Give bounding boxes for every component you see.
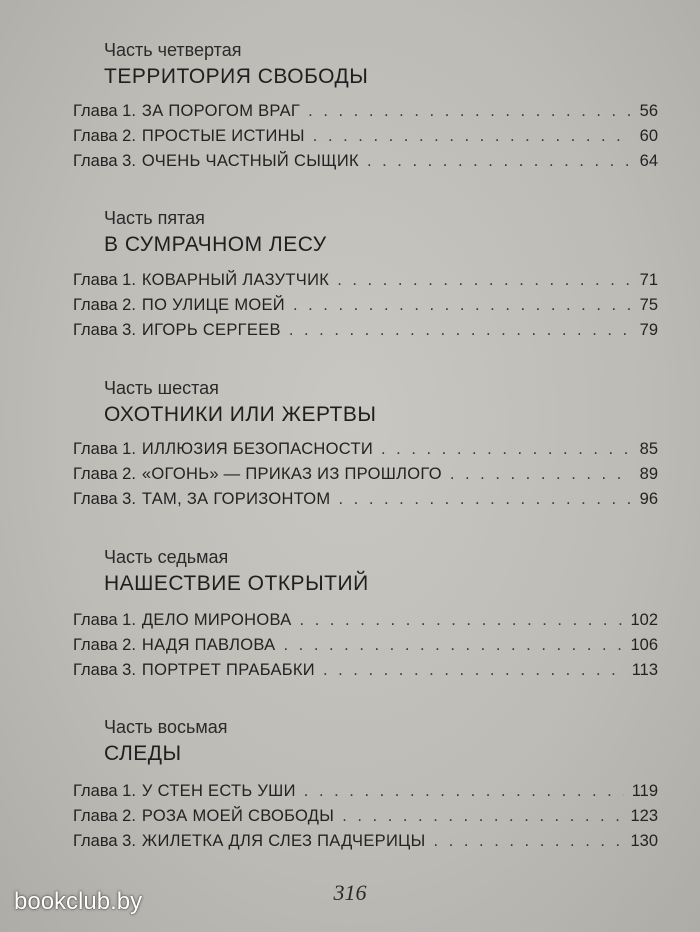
dot-leader: [283, 636, 622, 655]
part-title: ОХОТНИКИ ИЛИ ЖЕРТВЫ: [104, 403, 377, 426]
chapter-entry: [73, 321, 658, 345]
part-title: В СУМРАЧНОМ ЛЕСУ: [104, 233, 327, 256]
part-label: Часть шестая: [104, 378, 219, 398]
chapter-title: ДЕЛО МИРОНОВА: [141, 611, 292, 629]
dot-leader: [367, 152, 632, 171]
chapter-entry: [73, 152, 658, 176]
chapter-page: 96: [639, 490, 658, 508]
part-label: Часть пятая: [104, 208, 205, 228]
chapter-page: 102: [630, 611, 658, 629]
dot-leader: [337, 271, 631, 290]
chapter-title: ЖИЛЕТКА ДЛЯ СЛЕЗ ПАДЧЕРИЦЫ: [141, 832, 426, 850]
chapter-title: ПО УЛИЦЕ МОЕЙ: [141, 296, 285, 314]
chapter-entry: [73, 465, 658, 489]
chapter-page: 75: [639, 296, 658, 314]
chapter-entry: [73, 440, 658, 464]
chapter-number: Глава 3.: [73, 661, 136, 679]
chapter-entry: [73, 271, 658, 295]
chapter-number: Глава 3.: [73, 490, 136, 508]
chapter-number: Глава 1.: [73, 782, 136, 800]
chapter-entry: [73, 661, 658, 685]
chapter-page: 85: [639, 440, 658, 458]
dot-leader: [434, 832, 623, 851]
chapter-title: ОЧЕНЬ ЧАСТНЫЙ СЫЩИК: [141, 152, 359, 170]
chapter-page: 123: [630, 807, 658, 825]
part-title: НАШЕСТВИЕ ОТКРЫТИЙ: [104, 572, 369, 595]
chapter-page: 64: [639, 152, 658, 170]
chapter-number: Глава 2.: [73, 465, 136, 483]
chapter-entry: [73, 807, 658, 831]
chapter-entry: [73, 296, 658, 320]
chapter-number: Глава 3.: [73, 152, 136, 170]
chapter-title: НАДЯ ПАВЛОВА: [141, 636, 276, 654]
site-watermark: bookclub.by: [14, 888, 143, 915]
chapter-entry: [73, 490, 658, 514]
chapter-title: ТАМ, ЗА ГОРИЗОНТОМ: [141, 490, 331, 508]
dot-leader: [450, 465, 632, 484]
dot-leader: [293, 296, 632, 315]
chapter-entry: [73, 782, 658, 806]
chapter-title: ЗА ПОРОГОМ ВРАГ: [141, 102, 301, 120]
chapter-entry: [73, 832, 658, 856]
chapter-page: 130: [630, 832, 658, 850]
chapter-page: 56: [639, 102, 658, 120]
chapter-entry: [73, 636, 658, 660]
dot-leader: [300, 611, 623, 630]
dot-leader: [304, 782, 624, 801]
chapter-number: Глава 2.: [73, 807, 136, 825]
chapter-title: ИЛЛЮЗИЯ БЕЗОПАСНОСТИ: [141, 440, 373, 458]
chapter-entry: [73, 611, 658, 635]
dot-leader: [381, 440, 632, 459]
chapter-page: 106: [630, 636, 658, 654]
chapter-page: 89: [639, 465, 658, 483]
chapter-number: Глава 3.: [73, 832, 136, 850]
chapter-title: У СТЕН ЕСТЬ УШИ: [141, 782, 296, 800]
chapter-title: ПРОСТЫЕ ИСТИНЫ: [141, 127, 305, 145]
dot-leader: [308, 102, 631, 121]
chapter-number: Глава 1.: [73, 271, 136, 289]
chapter-number: Глава 2.: [73, 636, 136, 654]
chapter-number: Глава 3.: [73, 321, 136, 339]
chapter-page: 79: [639, 321, 658, 339]
chapter-number: Глава 1.: [73, 611, 136, 629]
chapter-page: 113: [631, 661, 658, 679]
dot-leader: [323, 661, 624, 680]
dot-leader: [313, 127, 632, 146]
chapter-title: РОЗА МОЕЙ СВОБОДЫ: [141, 807, 335, 825]
chapter-title: «ОГОНЬ» — ПРИКАЗ ИЗ ПРОШЛОГО: [141, 465, 442, 483]
chapter-number: Глава 1.: [73, 102, 136, 120]
page-number: 316: [333, 880, 367, 905]
chapter-number: Глава 2.: [73, 296, 136, 314]
part-label: Часть седьмая: [104, 547, 229, 567]
dot-leader: [342, 807, 622, 826]
part-label: Часть четвертая: [104, 40, 242, 60]
part-label: Часть восьмая: [104, 717, 228, 737]
chapter-title: КОВАРНЫЙ ЛАЗУТЧИК: [141, 271, 330, 289]
chapter-entry: [73, 127, 658, 151]
chapter-number: Глава 2.: [73, 127, 136, 145]
dot-leader: [338, 490, 631, 509]
part-title: ТЕРРИТОРИЯ СВОБОДЫ: [104, 65, 369, 88]
chapter-title: ИГОРЬ СЕРГЕЕВ: [141, 321, 281, 339]
dot-leader: [289, 321, 632, 340]
chapter-title: ПОРТРЕТ ПРАБАБКИ: [141, 661, 315, 679]
chapter-entry: [73, 102, 658, 126]
chapter-page: 119: [631, 782, 658, 800]
chapter-number: Глава 1.: [73, 440, 136, 458]
chapter-page: 71: [639, 271, 658, 289]
chapter-page: 60: [639, 127, 658, 145]
part-title: СЛЕДЫ: [104, 742, 182, 765]
